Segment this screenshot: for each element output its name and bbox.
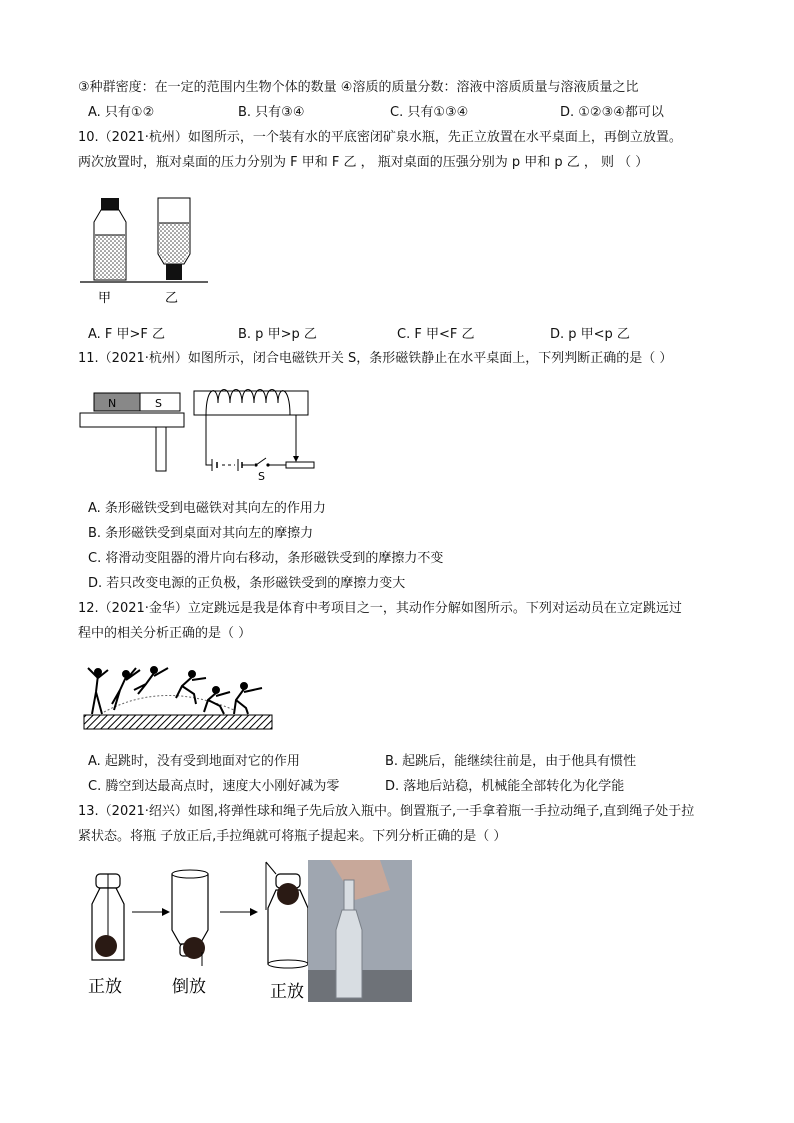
q10-option-b[interactable]: B. p 甲>p 乙 — [238, 327, 317, 342]
magnet-n-label: N — [108, 397, 117, 410]
q11-option-d[interactable]: D. 若只改变电源的正负极，条形磁铁受到的摩擦力变大 — [88, 576, 406, 591]
q10-option-d[interactable]: D. p 甲<p 乙 — [550, 327, 630, 342]
q12-option-d[interactable]: D. 落地后站稳，机械能全部转化为化学能 — [385, 779, 625, 794]
q9-option-c[interactable]: C. 只有①③④ — [390, 105, 469, 120]
q11-option-b[interactable]: B. 条形磁铁受到桌面对其向左的摩擦力 — [88, 526, 314, 541]
fig-label-upright-1: 正放 — [88, 977, 122, 997]
q13-stem-line1: 13.（2021·绍兴）如图,将弹性球和绳子先后放入瓶中。倒置瓶子,一手拿着瓶一手拉动绳子,直到绳子处于拉 — [78, 804, 695, 819]
q11-option-a[interactable]: A. 条形磁铁受到电磁铁对其向左的作用力 — [88, 501, 326, 516]
q9-line3: ③种群密度：在一定的范围内生物个体的数量 ④溶质的质量分数：溶液中溶质质量与溶液质量之比 — [78, 80, 639, 95]
q12-option-b[interactable]: B. 起跳后，能继续往前是，由于他具有惯性 — [385, 754, 637, 769]
q12-long-jump-figure — [84, 660, 274, 732]
magnet-s-label: S — [155, 397, 162, 410]
q13-stem-line2: 紧状态。将瓶 子放正后,手拉绳就可将瓶子提起来。下列分析正确的是（ ） — [78, 829, 507, 844]
fig-label-jia: 甲 — [98, 291, 112, 306]
q12-stem-line2: 程中的相关分析正确的是（ ） — [78, 626, 252, 641]
q11-option-c[interactable]: C. 将滑动变阻器的滑片向右移动，条形磁铁受到的摩擦力不变 — [88, 551, 444, 566]
q12-option-c[interactable]: C. 腾空到达最高点时，速度大小刚好减为零 — [88, 779, 340, 794]
fig-label-yi: 乙 — [165, 291, 179, 306]
q10-option-c[interactable]: C. F 甲<F 乙 — [397, 327, 475, 342]
fig-label-upright-2: 正放 — [270, 982, 304, 1002]
q10-bottle-figure — [80, 190, 220, 315]
q9-option-b[interactable]: B. 只有③④ — [238, 105, 305, 120]
q12-stem-line1: 12.（2021·金华）立定跳远是我是体育中考项目之一，其动作分解如图所示。下列对运动员在立定跳远过 — [78, 601, 682, 616]
q10-stem-line2: 两次放置时，瓶对桌面的压力分别为 F 甲和 F 乙 ， 瓶对桌面的压强分别为 p 甲和 p 乙 ， 则 （ ） — [78, 155, 649, 170]
switch-s-label: S — [258, 470, 265, 483]
q9-option-a[interactable]: A. 只有①② — [88, 105, 155, 120]
q9-option-d[interactable]: D. ①②③④都可以 — [560, 105, 664, 120]
q13-bottle-ball-figure — [80, 860, 415, 1005]
q10-stem-line1: 10.（2021·杭州）如图所示，一个装有水的平底密闭矿泉水瓶，先正立放置在水平桌面上，再倒立放置。 — [78, 130, 682, 145]
q11-stem-line1: 11.（2021·杭州）如图所示，闭合电磁铁开关 S，条形磁铁静止在水平桌面上，下列判断正确的是（ ） — [78, 351, 673, 366]
fig-label-inverted: 倒放 — [172, 977, 206, 997]
q10-option-a[interactable]: A. F 甲>F 乙 — [88, 327, 166, 342]
q11-electromagnet-figure — [80, 385, 320, 485]
q12-option-a[interactable]: A. 起跳时，没有受到地面对它的作用 — [88, 754, 300, 769]
